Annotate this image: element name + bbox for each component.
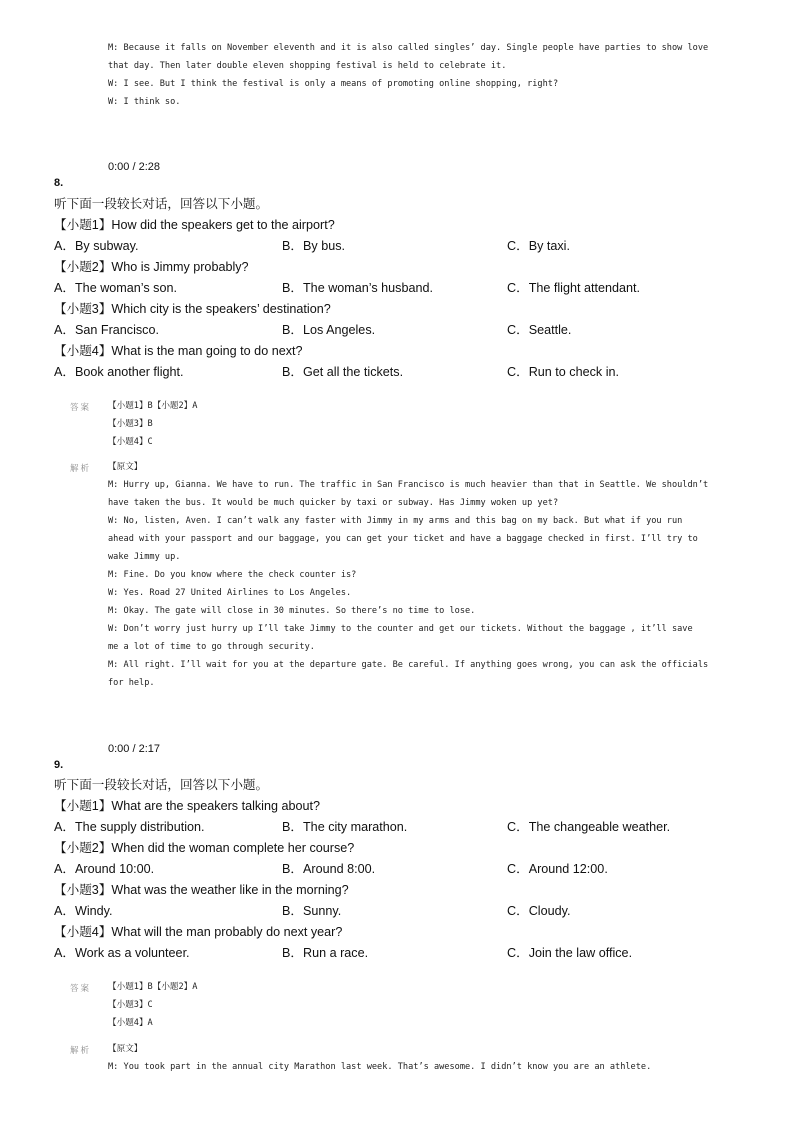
option-c[interactable]: C．Seattle.: [507, 323, 572, 337]
transcript-line: me a lot of time to go through security.: [108, 642, 315, 652]
audio-player-time[interactable]: 0:00 / 2:28: [108, 161, 160, 173]
answer-line: 【小题3】B: [108, 419, 153, 429]
question-number: 9.: [54, 759, 64, 771]
option-a[interactable]: A．The woman’s son.: [54, 281, 177, 295]
option-c[interactable]: C．Around 12:00.: [507, 862, 608, 876]
question-intro: 听下面一段较长对话，回答以下小题。: [54, 197, 269, 211]
sub-question-stem: 【小题1】What are the speakers talking about?: [54, 799, 320, 813]
answer-label: 答案: [70, 403, 92, 413]
option-b[interactable]: B．The woman’s husband.: [282, 281, 433, 295]
option-a[interactable]: A．Windy.: [54, 904, 113, 918]
transcript-line: wake Jimmy up.: [108, 552, 181, 562]
option-a[interactable]: A．By subway.: [54, 239, 139, 253]
transcript-line: have taken the bus. It would be much quicker by taxi or subway. Has Jimmy woken up yet?: [108, 498, 559, 508]
option-a[interactable]: A．Book another flight.: [54, 365, 184, 379]
answer-line: 【小题1】B【小题2】A: [108, 401, 198, 411]
sub-question-stem: 【小题4】What is the man going to do next?: [54, 344, 303, 358]
analysis-label: 解析: [70, 1046, 92, 1056]
option-c[interactable]: C．Cloudy.: [507, 904, 571, 918]
option-b[interactable]: B．Run a race.: [282, 946, 369, 960]
sub-question-stem: 【小题2】When did the woman complete her course?: [54, 841, 355, 855]
option-a[interactable]: A．The supply distribution.: [54, 820, 205, 834]
option-b[interactable]: B．Around 8:00.: [282, 862, 376, 876]
option-b[interactable]: B．The city marathon.: [282, 820, 408, 834]
question-intro: 听下面一段较长对话，回答以下小题。: [54, 778, 269, 792]
option-c[interactable]: C．By taxi.: [507, 239, 570, 253]
answer-block: [108, 978, 197, 1032]
original-text-label: 【原文】: [108, 462, 143, 472]
answer-line: 【小题1】B【小题2】A: [108, 982, 198, 992]
analysis-transcript: [108, 1040, 728, 1076]
transcript-line: M: Fine. Do you know where the check counter is?: [108, 570, 357, 580]
transcript-line: W: Yes. Road 27 United Airlines to Los Angeles.: [108, 588, 352, 598]
transcript-line: that day. Then later double eleven shopping festival is held to celebrate it.: [108, 61, 507, 71]
transcript-line: M: You took part in the annual city Marathon last week. That’s awesome. I didn’t know you are an athlete.: [108, 1062, 652, 1072]
sub-question-stem: 【小题3】What was the weather like in the morning?: [54, 883, 349, 897]
sub-question-stem: 【小题4】What will the man probably do next year?: [54, 925, 343, 939]
option-c[interactable]: C．The changeable weather.: [507, 820, 671, 834]
transcript-line: W: I think so.: [108, 97, 181, 107]
analysis-label: 解析: [70, 464, 92, 474]
transcript-line: W: I see. But I think the festival is only a means of promoting online shopping, right?: [108, 79, 559, 89]
sub-question-stem: 【小题1】How did the speakers get to the airport?: [54, 218, 335, 232]
sub-question-stem: 【小题2】Who is Jimmy probably?: [54, 260, 249, 274]
answer-line: 【小题4】C: [108, 437, 153, 447]
option-b[interactable]: B．By bus.: [282, 239, 345, 253]
audio-player-time[interactable]: 0:00 / 2:17: [108, 743, 160, 755]
top-transcript: [108, 39, 728, 111]
answer-label: 答案: [70, 984, 92, 994]
option-b[interactable]: B．Sunny.: [282, 904, 342, 918]
option-b[interactable]: B．Los Angeles.: [282, 323, 376, 337]
option-a[interactable]: A．Around 10:00.: [54, 862, 155, 876]
option-a[interactable]: A．Work as a volunteer.: [54, 946, 190, 960]
option-c[interactable]: C．The flight attendant.: [507, 281, 641, 295]
option-b[interactable]: B．Get all the tickets.: [282, 365, 404, 379]
answer-block: [108, 397, 197, 451]
transcript-line: for help.: [108, 678, 155, 688]
answer-line: 【小题4】A: [108, 1018, 153, 1028]
transcript-line: M: All right. I’ll wait for you at the departure gate. Be careful. If anything goes wrong, you can ask the officials: [108, 660, 709, 670]
option-c[interactable]: C．Run to check in.: [507, 365, 619, 379]
question-number: 8.: [54, 177, 64, 189]
option-c[interactable]: C．Join the law office.: [507, 946, 633, 960]
transcript-line: M: Hurry up, Gianna. We have to run. The traffic in San Francisco is much heavier than that in Seattle. We shouldn’t: [108, 480, 709, 490]
analysis-transcript: [108, 458, 728, 692]
transcript-line: ahead with your passport and our baggage, you can get your ticket and have a baggage checked in first. I’ll try to: [108, 534, 698, 544]
transcript-line: W: Don’t worry just hurry up I’ll take Jimmy to the counter and get our tickets. Without the baggage , it’ll save: [108, 624, 693, 634]
transcript-line: M: Because it falls on November eleventh and it is also called singles’ day. Single people have parties to show love: [108, 43, 709, 53]
transcript-line: W: No, listen, Aven. I can’t walk any faster with Jimmy in my arms and this bag on my back. But what if you run: [108, 516, 683, 526]
transcript-line: M: Okay. The gate will close in 30 minutes. So there’s no time to lose.: [108, 606, 476, 616]
original-text-label: 【原文】: [108, 1044, 143, 1054]
sub-question-stem: 【小题3】Which city is the speakers’ destination?: [54, 302, 331, 316]
option-a[interactable]: A．San Francisco.: [54, 323, 159, 337]
answer-line: 【小题3】C: [108, 1000, 153, 1010]
